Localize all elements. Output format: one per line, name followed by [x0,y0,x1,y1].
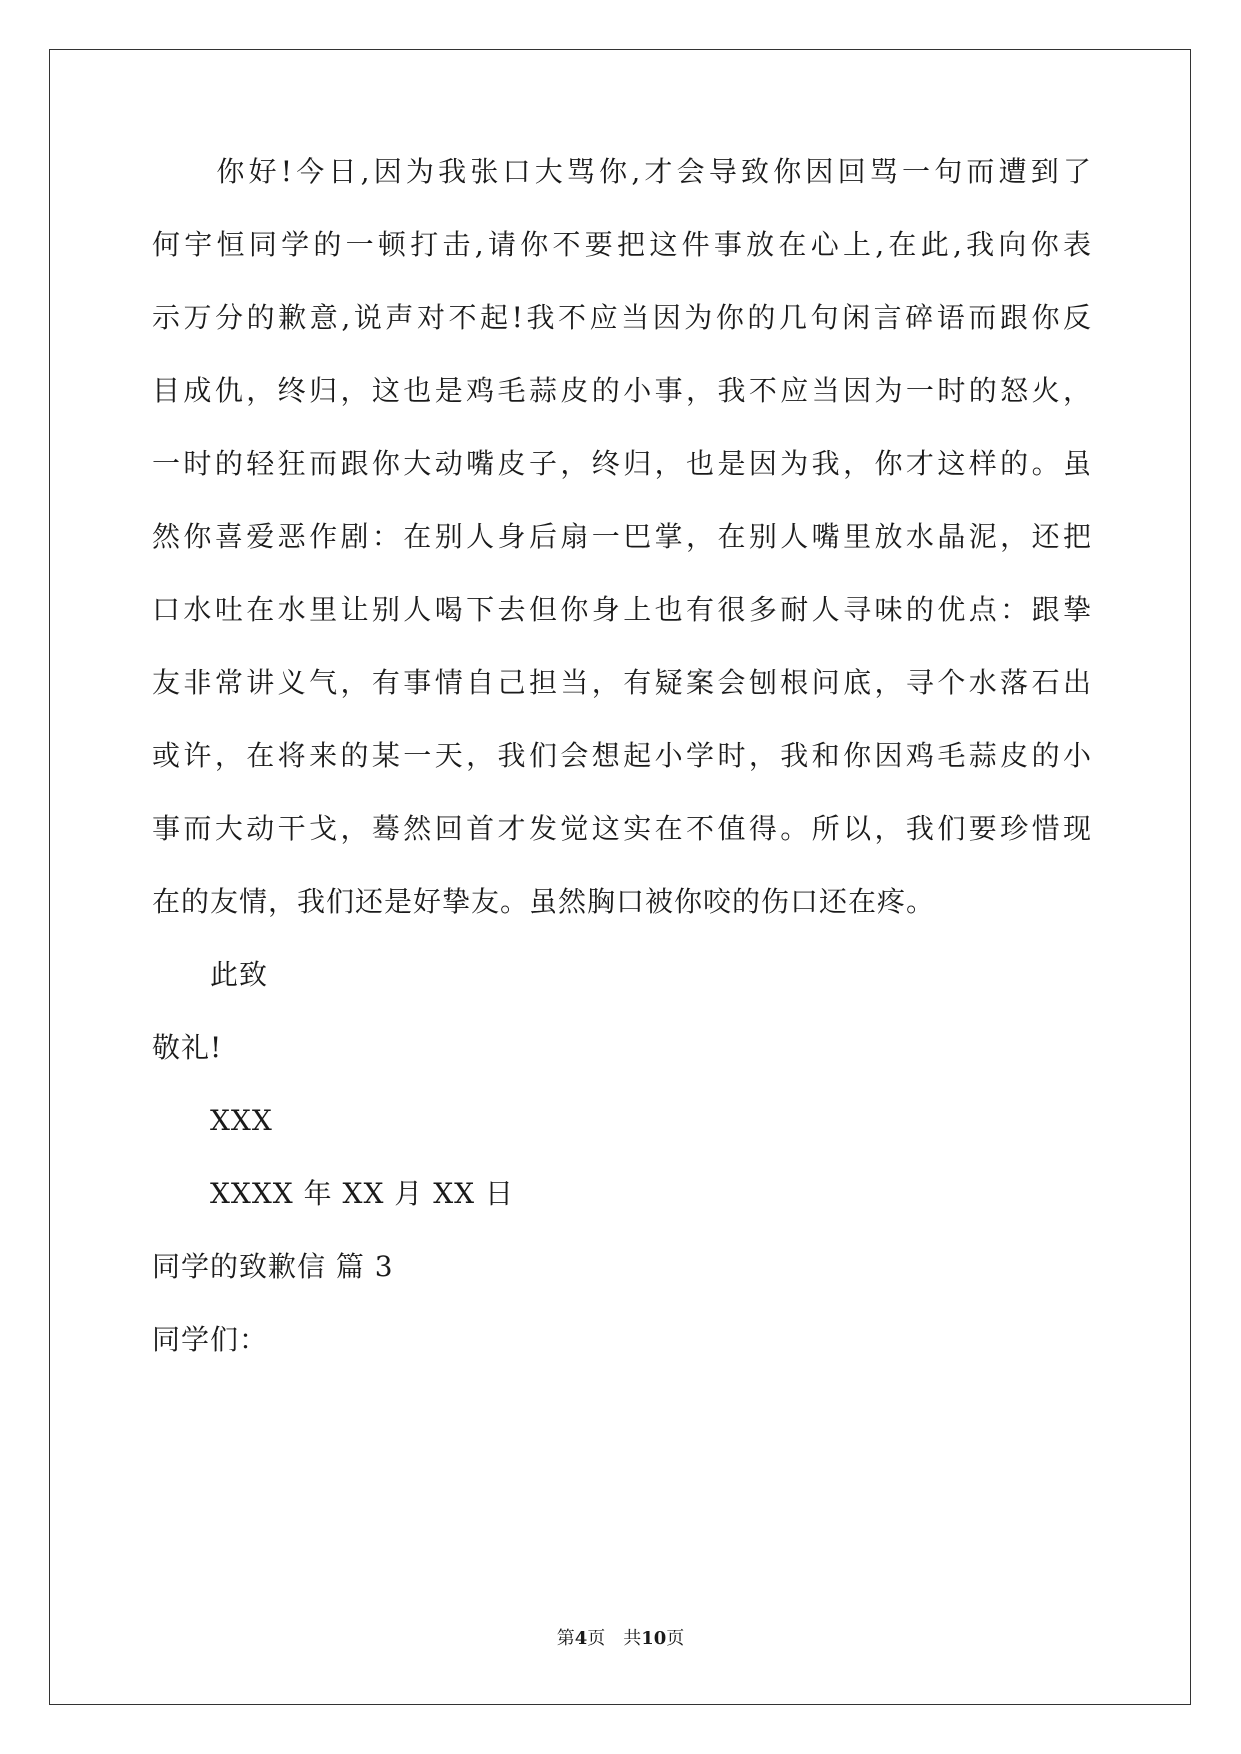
footer-suffix: 页 [666,1628,685,1649]
paragraph-line: 一时的轻狂而跟你大动嘴皮子，终归，也是因为我，你才这样的。虽 [152,447,1092,480]
paragraph-line: 目成仇，终归，这也是鸡毛蒜皮的小事，我不应当因为一时的怒火， [152,374,1092,407]
paragraph-line: 或许，在将来的某一天，我们会想起小学时，我和你因鸡毛蒜皮的小 [152,739,1092,772]
paragraph-line: 口水吐在水里让别人喝下去但你身上也有很多耐人寻味的优点：跟挚 [152,593,1092,626]
paragraph-line: 事而大动干戈，蓦然回首才发觉这实在不值得。所以，我们要珍惜现 [152,812,1092,845]
salutation: 敬礼! [152,1031,223,1064]
footer-prefix: 第 [556,1628,575,1649]
paragraph-line: 何宇恒同学的一顿打击,请你不要把这件事放在心上,在此,我向你表 [152,228,1092,261]
greeting: 同学们： [152,1323,269,1356]
footer-mid: 页 共 [587,1628,642,1649]
paragraph-line: 友非常讲义气，有事情自己担当，有疑案会刨根问底，寻个水落石出 [152,666,1092,699]
paragraph-line: 在的友情，我们还是好挚友。虽然胸口被你咬的伤口还在疼。 [152,885,936,918]
paragraph-line: 示万分的歉意,说声对不起!我不应当因为你的几句闲言碎语而跟你反 [152,301,1092,334]
page-footer [0,1627,1241,1651]
closing-phrase: 此致 [152,958,269,991]
paragraph-line: 你好!今日,因为我张口大骂你,才会导致你因回骂一句而遭到了 [152,155,1092,188]
page-number: 4 [574,1628,588,1649]
section-title: 同学的致歉信 篇 3 [152,1250,394,1283]
date-line: XXXX 年 XX 月 XX 日 [152,1177,514,1210]
signature: XXX [152,1104,273,1137]
total-pages: 10 [641,1628,667,1649]
paragraph-line: 然你喜爱恶作剧：在别人身后扇一巴掌，在别人嘴里放水晶泥，还把 [152,520,1092,553]
